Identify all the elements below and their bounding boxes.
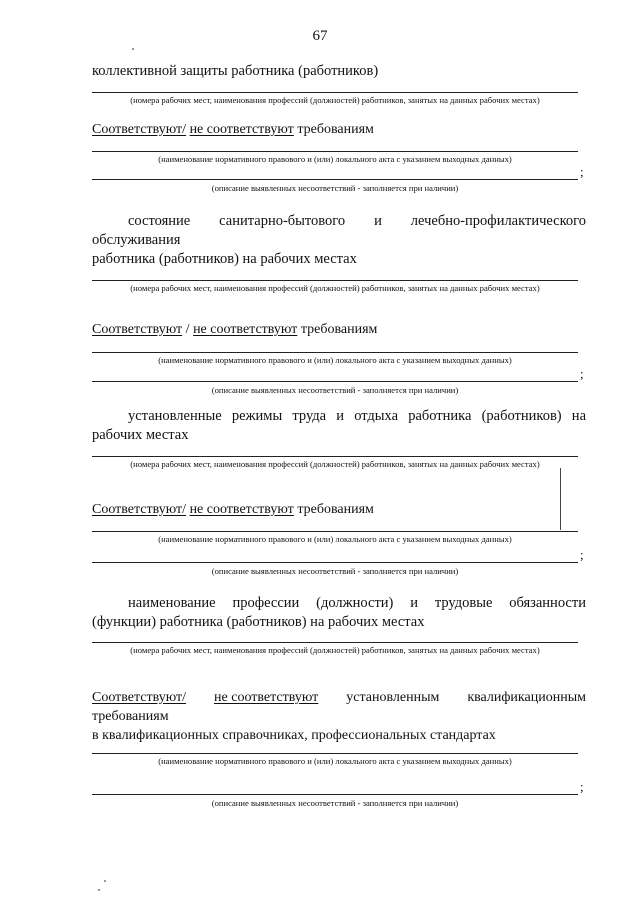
- section-3-positions-caption: (номера рабочих мест, наименования профессий (должностей) работников, занятых на данных рабочих местах): [130, 459, 540, 469]
- section-1-desc-line: [92, 179, 578, 180]
- section-4-heading-line-1: [92, 594, 586, 613]
- section-3-desc-caption: (описание выявленных несоответствий - заполняется при наличии): [211, 566, 459, 576]
- section-3-semicolon: ;: [580, 547, 584, 562]
- section-2-desc-caption: (описание выявленных несоответствий - заполняется при наличии): [211, 385, 459, 395]
- section-1-act-caption: (наименование нормативного правового и (или) локального акта с указанием выходных данных): [158, 154, 512, 164]
- heading-word: и: [374, 213, 382, 229]
- section-4-act-line: [92, 753, 578, 754]
- heading-word: состояние: [128, 213, 191, 229]
- compliance-word: квалификационным: [467, 690, 586, 705]
- section-3-positions-line: [92, 456, 578, 457]
- section-3-margin-mark: [560, 468, 561, 530]
- section-4-heading-line-2: (функции) работника (работников) на рабочих местах: [92, 614, 425, 630]
- heading-word: трудовые: [434, 595, 493, 611]
- heading-word: (должности): [316, 595, 394, 611]
- section-4-act-caption: (наименование нормативного правового и (или) локального акта с указанием выходных данных): [158, 756, 512, 766]
- section-4-compliance-line-2: требованиям: [92, 709, 169, 724]
- section-2-heading-line-3: работника (работников) на рабочих местах: [92, 251, 357, 267]
- heading-word: лечебно-профилактического: [410, 213, 586, 229]
- section-3-compliance: [92, 500, 586, 519]
- section-2-act-caption: (наименование нормативного правового и (или) локального акта с указанием выходных данных): [158, 355, 512, 365]
- compliance-rest: требованиям: [297, 502, 374, 517]
- compliant-option: Соответствуют/: [92, 122, 187, 137]
- heading-word: и: [410, 595, 418, 611]
- heading-word: профессии: [232, 595, 300, 611]
- section-1-desc-caption: (описание выявленных несоответствий - заполняется при наличии): [211, 183, 459, 193]
- section-2-compliance: [92, 320, 586, 339]
- section-2-heading-line-1: [92, 212, 586, 231]
- non-compliant-option: не соответствуют: [193, 322, 298, 337]
- section-2-act-line: [92, 352, 578, 353]
- compliance-rest: требованиям: [297, 122, 374, 137]
- section-4-compliance-line-1: [92, 688, 586, 707]
- non-compliant-option: не соответствуют: [189, 502, 294, 517]
- non-compliant-option: не соответствуют: [214, 690, 319, 705]
- section-4-positions-caption: (номера рабочих мест, наименования профессий (должностей) работников, занятых на данных рабочих местах): [130, 645, 540, 655]
- section-3-act-caption: (наименование нормативного правового и (или) локального акта с указанием выходных данных): [158, 534, 512, 544]
- section-2-semicolon: ;: [580, 366, 584, 381]
- heading-word: обязанности: [509, 595, 586, 611]
- section-4-desc-caption: (описание выявленных несоответствий - заполняется при наличии): [211, 798, 459, 808]
- section-1-act-line: [92, 151, 578, 152]
- section-2-desc-line: [92, 381, 578, 382]
- compliant-option: Соответствуют/: [92, 690, 187, 705]
- section-4-semicolon: ;: [580, 779, 584, 794]
- compliance-rest: требованиям: [300, 322, 378, 337]
- section-3-heading-line-1: установленные режимы труда и отдыха работника (работников) на: [128, 408, 586, 424]
- compliance-separator: /: [182, 322, 194, 337]
- heading-word: санитарно-бытового: [219, 213, 346, 229]
- heading-word: наименование: [128, 595, 216, 611]
- compliant-option: Соответствуют/: [92, 502, 187, 517]
- section-1-heading: коллективной защиты работника (работников): [92, 63, 379, 79]
- section-4-desc-line: [92, 794, 578, 795]
- section-2-positions-line: [92, 280, 578, 281]
- section-1-semicolon: ;: [580, 164, 584, 179]
- scan-speck: [98, 889, 100, 891]
- compliance-word: установленным: [346, 690, 440, 705]
- scan-speck: [104, 880, 106, 882]
- section-1-positions-line: [92, 92, 578, 93]
- section-2-heading-line-2: обслуживания: [92, 232, 181, 248]
- scan-speck: [132, 48, 134, 50]
- section-1-positions-caption: (номера рабочих мест, наименования профессий (должностей) работников, занятых на данных рабочих местах): [130, 95, 540, 105]
- section-3-desc-line: [92, 562, 578, 563]
- non-compliant-option: не соответствуют: [189, 122, 294, 137]
- section-1-compliance: [92, 120, 586, 139]
- section-4-compliance-line-3: в квалификационных справочниках, профессиональных стандартах: [92, 728, 496, 743]
- compliant-option: Соответствуют: [92, 322, 183, 337]
- page-number: 67: [312, 28, 328, 44]
- section-3-act-line: [92, 531, 578, 532]
- section-3-heading-line-2: рабочих местах: [92, 427, 189, 443]
- section-2-positions-caption: (номера рабочих мест, наименования профессий (должностей) работников, занятых на данных рабочих местах): [130, 283, 540, 293]
- section-4-positions-line: [92, 642, 578, 643]
